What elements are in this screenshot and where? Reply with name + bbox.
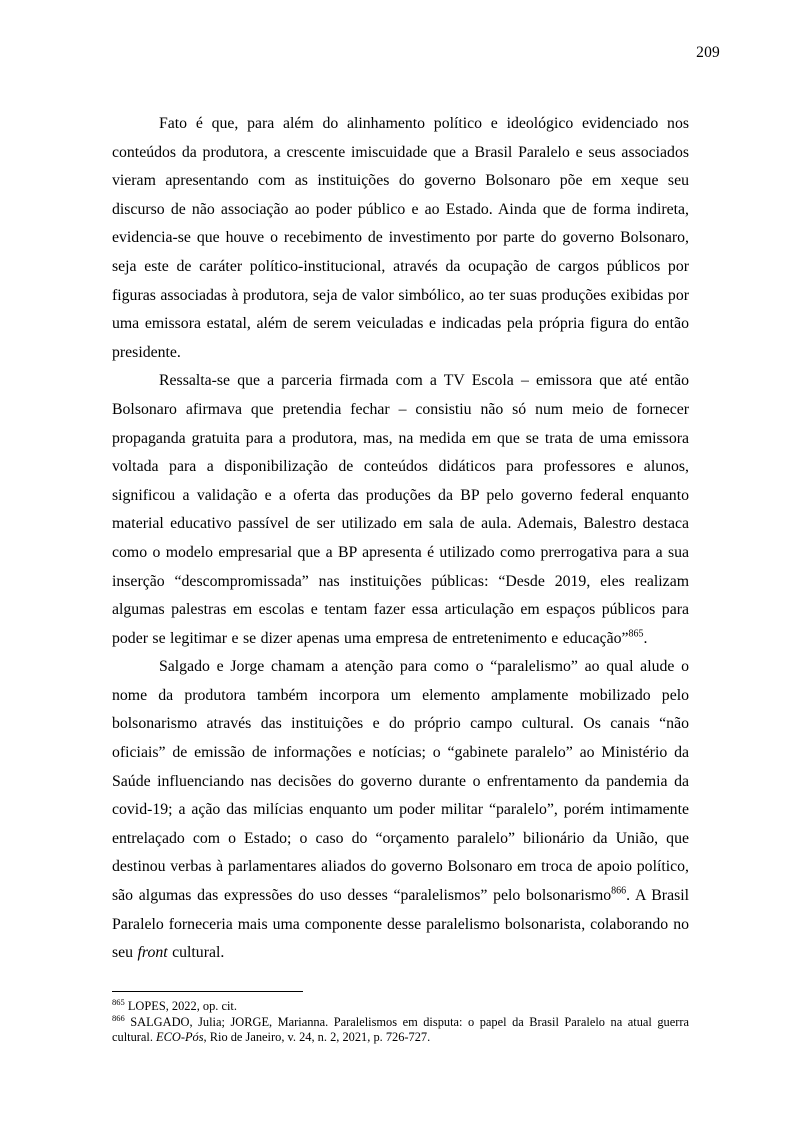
footnote-ref-865: 865: [628, 628, 644, 640]
footnotes-section: [112, 991, 689, 1046]
paragraph-2-text: Ressalta-se que a parceria firmada com a TV Escola – emissora que até então Bolsonaro afirmava que pretendia fechar – consistiu não só num meio de fornecer propaganda gratuita para a produtora, mas, na medida em que se trata de uma emissora voltada para a disponibilização de conteúdos didáticos para professores e alunos, significou a validação e a oferta das produções da BP pelo governo federal enquanto material educativo passível de ser utilizado em sala de aula. Ademais, Balestro destaca como o modelo empresarial que a BP apresenta é utilizado como prerrogativa para a sua inserção “descompromissada” nas instituições públicas: “Desde 2019, eles realizam algumas palestras em escolas e tentam fazer essa articulação em espaços públicos para poder se legitimar e se dizer apenas uma empresa de entretenimento e educação”: [112, 372, 689, 647]
footnote-separator-rule: [112, 991, 303, 992]
document-body: [112, 110, 689, 968]
footnote-865-marker: 865: [112, 996, 125, 1007]
paragraph-1: [112, 110, 689, 367]
footnote-866-journal-title: ECO-Pós: [156, 1030, 204, 1045]
paragraph-3-italic-term: front: [137, 944, 168, 962]
footnote-865: [112, 996, 689, 1015]
footnote-866-marker: 866: [112, 1012, 125, 1023]
paragraph-3-text-b: . A Brasil Paralelo forneceria mais uma componente desse paralelismo bolsonarista, colaborando no seu: [112, 887, 690, 962]
footnote-866: [112, 1012, 689, 1046]
paragraph-2-end: .: [643, 629, 648, 647]
page-number: 209: [696, 44, 720, 61]
footnote-865-text: LOPES, 2022, op. cit.: [124, 999, 237, 1013]
footnote-866-text-b: , Rio de Janeiro, v. 24, n. 2, 2021, p. 726-727.: [203, 1030, 431, 1045]
paragraph-3: [112, 653, 689, 968]
footnote-866-text-a: SALGADO, Julia; JORGE, Marianna. Paralelismos em disputa: o papel da Brasil Paralelo na atual guerra cultural.: [112, 1014, 689, 1045]
paragraph-2: [112, 367, 689, 653]
paragraph-3-text-c: cultural.: [167, 944, 225, 962]
footnote-ref-866: 866: [611, 885, 627, 897]
paragraph-3-text-a: Salgado e Jorge chamam a atenção para como o “paralelismo” ao qual alude o nome da produtora também incorpora um elemento amplamente mobilizado pelo bolsonarismo através das instituições e do próprio campo cultural. Os canais “não oficiais” de emissão de informações e notícias; o “gabinete paralelo” ao Ministério da Saúde influenciando nas decisões do governo durante o enfrentamento da pandemia da covid-19; a ação das milícias enquanto um poder militar “paralelo”, porém intimamente entrelaçado com o Estado; o caso do “orçamento paralelo” bilionário da União, que destinou verbas à parlamentares aliados do governo Bolsonaro em troca de apoio político, são algumas das expressões do uso desses “paralelismos” pelo bolsonarismo: [112, 658, 689, 905]
paragraph-1-text: Fato é que, para além do alinhamento político e ideológico evidenciado nos conteúdos da produtora, a crescente imiscuidade que a Brasil Paralelo e seus associados vieram apresentando com as instituições do governo Bolsonaro põe em xeque seu discurso de não associação ao poder público e ao Estado. Ainda que de forma indireta, evidencia-se que houve o recebimento de investimento por parte do governo Bolsonaro, seja este de caráter político-institucional, através da ocupação de cargos públicos por figuras associadas à produtora, seja de valor simbólico, ao ter suas produções exibidas por uma emissora estatal, além de serem veiculadas e indicadas pela própria figura do então presidente.: [112, 115, 689, 361]
